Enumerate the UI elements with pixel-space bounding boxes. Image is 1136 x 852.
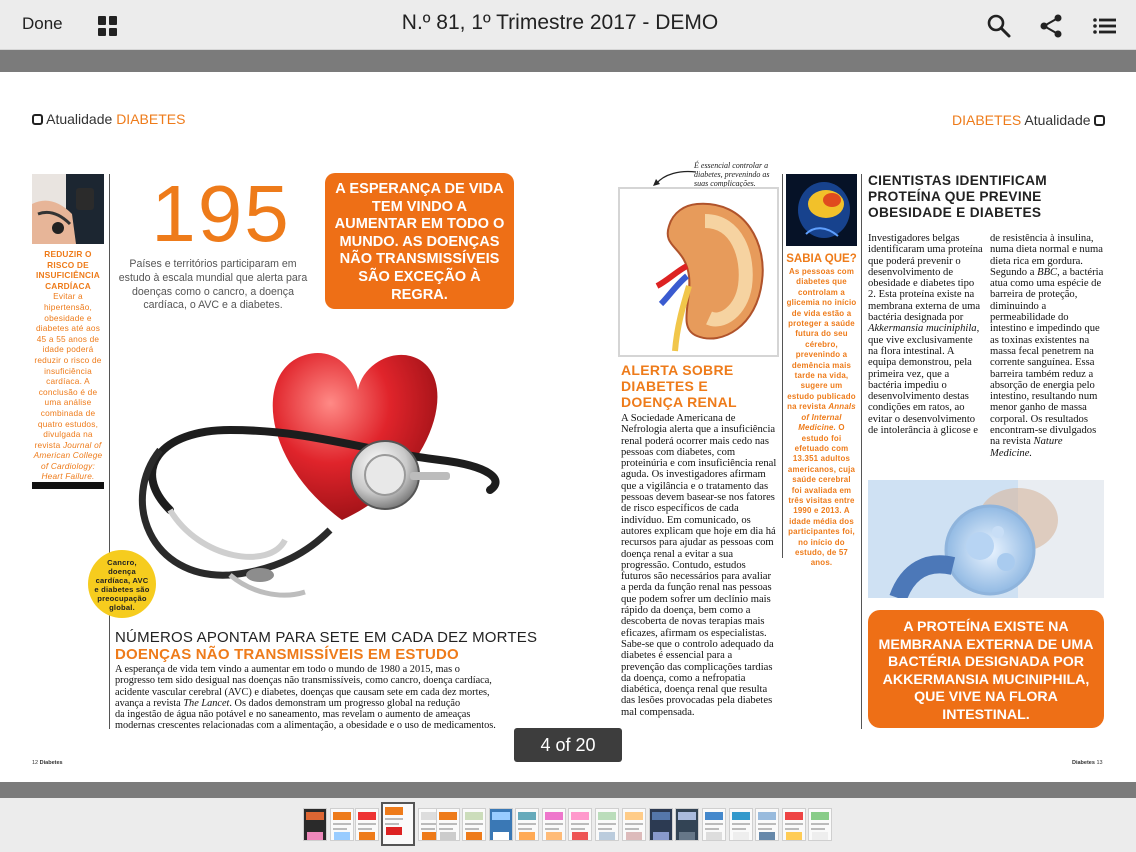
list-icon[interactable] xyxy=(1092,14,1118,38)
section-accent-right: DIABETES xyxy=(952,112,1022,128)
science-headline: CIENTISTAS IDENTIFICAM PROTEÍNA QUE PREVINE OBESIDADE E DIABETES xyxy=(868,173,1047,221)
science-col2-a: de resistência à insulina, numa dieta normal e numa dieta rica em gordura. Segundo a xyxy=(990,233,1103,278)
callout-right: A PROTEÍNA EXISTE NA MEMBRANA EXTERNA DE UMA BACTÉRIA DESIGNADA POR AKKERMANSIA MUCINIPHILA, QUE VIVE NA FLORA INTESTINAL. xyxy=(868,610,1104,728)
share-icon[interactable] xyxy=(1039,13,1063,39)
kidney-headline: ALERTA SOBRE DIABETES E DOENÇA RENAL xyxy=(621,362,737,410)
folio-right-number: 13 xyxy=(1096,760,1103,766)
big-number-caption: Países e territórios participaram em estudo à escala mundial que alerta para doenças como o cancro, a doença cardíaca, o AVC e a diabetes. xyxy=(118,258,308,312)
science-source: Nature Medicine. xyxy=(990,436,1063,459)
section-accent: DIABETES xyxy=(116,111,186,127)
folio-left-brand: Diabetes xyxy=(39,760,63,766)
article-headline: DOENÇAS NÃO TRANSMISSÍVEIS EM ESTUDO xyxy=(115,646,459,663)
thumbnail-page[interactable] xyxy=(729,808,753,841)
thumbnail-page[interactable] xyxy=(675,808,699,841)
sabia-source: Annals of Internal Medicine. xyxy=(798,402,856,433)
grid-icon[interactable] xyxy=(98,16,118,36)
thumbnail-page[interactable] xyxy=(755,808,779,841)
article-line-2: progresso tem sido desigual nas doenças não transmissíveis, como cancro, doença cardíaca, xyxy=(115,675,492,687)
page-indicator: 4 of 20 xyxy=(514,728,622,762)
curved-arrow-icon xyxy=(650,168,698,188)
callout-left: A ESPERANÇA DE VIDA TEM VINDO A AUMENTAR EM TODO O MUNDO. AS DOENÇAS NÃO TRANSMISSÍVEIS SÃO EXCEÇÃO À REGRA. xyxy=(325,173,514,309)
science-col1-a: Investigadores belgas identificaram uma proteína que poderá prevenir o desenvolvimento de obesidade e diabetes tipo 2. Esta proteína existe na membrana externa de uma bactéria designada por xyxy=(868,233,983,324)
science-col2-b: , a bactéria atua como uma espécie de barreira de proteção, diminuindo a permeabilidade do intestino e impedindo que as toxinas existentes na massa fecal penetrem na corrente sanguínea. Essa barreira também reduz a absorção de energia pelo intestino, resultando num menor ganho de massa corporal. Os resultados encontram-se divulgados na revista xyxy=(990,266,1104,448)
heart-stethoscope-image xyxy=(110,330,510,620)
sabia-text-1: As pessoas com diabetes que controlam a glicemia no início de vida estão a proteger a saúde futura do seu cérebro, prevenindo a demência mais tarde na vida, sugere um estudo publicado na revista xyxy=(786,267,857,412)
side-note xyxy=(32,249,104,482)
section-box-icon xyxy=(32,114,43,125)
side-note-source: Journal of American College of Cardiology: Heart Failure. xyxy=(33,439,103,482)
sabia-title: SABIA QUE? xyxy=(786,253,857,265)
thumbnail-page[interactable] xyxy=(649,808,673,841)
issue-title: N.º 81, 1º Trimestre 2017 - DEMO xyxy=(401,11,719,34)
section-plain: Atualidade xyxy=(46,111,113,127)
section-header-right xyxy=(952,112,1105,128)
thumbnail-page[interactable] xyxy=(595,808,619,841)
article-line-4c: . Os dados demonstram um progresso global na redução xyxy=(229,697,461,709)
science-col-2 xyxy=(990,233,1104,459)
folio-right-brand: Diabetes xyxy=(1072,760,1095,766)
thumbnail-page[interactable] xyxy=(568,808,592,841)
science-bbc: BBC xyxy=(1037,266,1058,278)
kidney-image xyxy=(617,186,780,358)
thumbnail-page[interactable] xyxy=(622,808,646,841)
thumbnail-page[interactable] xyxy=(303,808,327,841)
petri-dish-image xyxy=(868,480,1104,598)
thumbnail-page-current[interactable] xyxy=(381,802,415,846)
article-line-3: acidente vascular cerebral (AVC) e diabetes, doenças que causam sete em cada dez mortes, xyxy=(115,686,490,698)
folio-right xyxy=(1072,760,1103,766)
thumbnail-page[interactable] xyxy=(436,808,460,841)
kidney-body: A Sociedade Americana de Nefrologia alerta que a insuficiência renal poderá ocorrer mais cedo nas pessoas com diabetes, com proteinúria e com insuficiência renal aguda. Os investigadores afirmam que a vigilância e o tratamento das pessoas devem basear-se nos fatores de risco específicos de cada indivíduo. Em comunicado, os autores explicam que hoje em dia há recursos para ajudar as pessoas com doença renal a evitar a sua progressão. Contudo, estudos futuros são necessários para avaliar a perda da função renal nas pessoas que podem sofrer um declínio mais rápido da doença, bem como a descoberta de novas terapias mais eficazes, afirmam os especialistas. Sabe-se que o controlo adequado da diabetes é essencial para a prevenção das complicações tardias da doença, como a nefropatia diabética, doença renal que resulta das lesões provocadas pela diabetes mal compensada. xyxy=(621,413,777,718)
side-note-bar xyxy=(32,482,104,489)
article-kicker: NÚMEROS APONTAM PARA SETE EM CADA DEZ MORTES xyxy=(115,629,538,646)
thumbnail-page[interactable] xyxy=(782,808,806,841)
thumbnail-page[interactable] xyxy=(515,808,539,841)
folio-left-number: 12 xyxy=(32,760,39,766)
section-plain-right: Atualidade xyxy=(1024,112,1091,128)
side-note-body xyxy=(32,291,104,482)
right-divider-1 xyxy=(782,174,783,558)
reader-frame-bottom xyxy=(0,782,1136,798)
thumbnail-page[interactable] xyxy=(808,808,832,841)
article-source: The Lancet xyxy=(183,697,230,709)
done-button[interactable]: Done xyxy=(22,14,63,33)
article-line-5: da ingestão de água não potável e no saneamento, mas revelam o aumento de ameaças xyxy=(115,709,471,721)
thumbnail-page[interactable] xyxy=(702,808,726,841)
thumbnail-page[interactable] xyxy=(542,808,566,841)
thumbnail-strip xyxy=(0,798,1136,852)
kidney-caption: É essencial controlar a diabetes, prevenindo as suas complicações. xyxy=(694,161,770,188)
thumbnail-page[interactable] xyxy=(489,808,513,841)
yellow-badge: Cancro, doença cardíaca, AVC e diabetes são preocupação global. xyxy=(88,550,156,618)
thumbnail-page[interactable] xyxy=(355,808,379,841)
section-box-icon-right xyxy=(1094,115,1105,126)
article-line-6: modernas crescentes relacionadas com a alimentação, a obesidade e o uso de medicamentos. xyxy=(115,720,496,732)
brain-image xyxy=(786,174,857,246)
article-line-4 xyxy=(115,698,515,709)
sabia-text-2: O estudo foi efetuado com 13.351 adultos americanos, cuja saúde cerebral foi avaliada em três visitas entre 1990 e 2013. A idade média dos participantes foi, no início do estudo, de 57 anos. xyxy=(787,423,856,568)
section-header-left xyxy=(32,111,185,127)
science-col-1 xyxy=(868,233,984,436)
side-note-title: REDUZIR O RISCO DE INSUFICIÊNCIA CARDÍACA xyxy=(36,249,100,291)
thumbnail-page[interactable] xyxy=(330,808,354,841)
folio-left xyxy=(32,760,63,766)
article-line-1: A esperança de vida tem vindo a aumentar em todo o mundo de 1980 a 2015, mas o xyxy=(115,664,460,675)
thumbnail-page[interactable] xyxy=(462,808,486,841)
blood-pressure-photo xyxy=(32,174,104,244)
reader-frame-top xyxy=(0,50,1136,72)
science-col1-b: , que vive exclusivamente na flora intestinal. A equipa demonstrou, pela primeira vez, que a bactéria impediu o desenvolvimento destas condições em ratos, ao evitar o desenvolvimento de intolerância à glicose e xyxy=(868,323,980,437)
sabia-body xyxy=(786,267,857,569)
side-note-text: Evitar a hipertensão, obesidade e diabetes até aos 45 a 55 anos de idade poderá reduzir o risco de insuficiência cardíaca. A conclusão é de uma análise combinada de quatro estudos, divulgada na revista xyxy=(34,291,102,450)
article-line-4a: avança a revista xyxy=(115,697,181,709)
article-body-left xyxy=(115,664,515,732)
right-divider-2 xyxy=(861,174,862,729)
search-icon[interactable] xyxy=(986,13,1012,39)
big-number: 195 xyxy=(151,169,291,258)
science-species: Akkermansia muciniphila xyxy=(868,323,977,335)
